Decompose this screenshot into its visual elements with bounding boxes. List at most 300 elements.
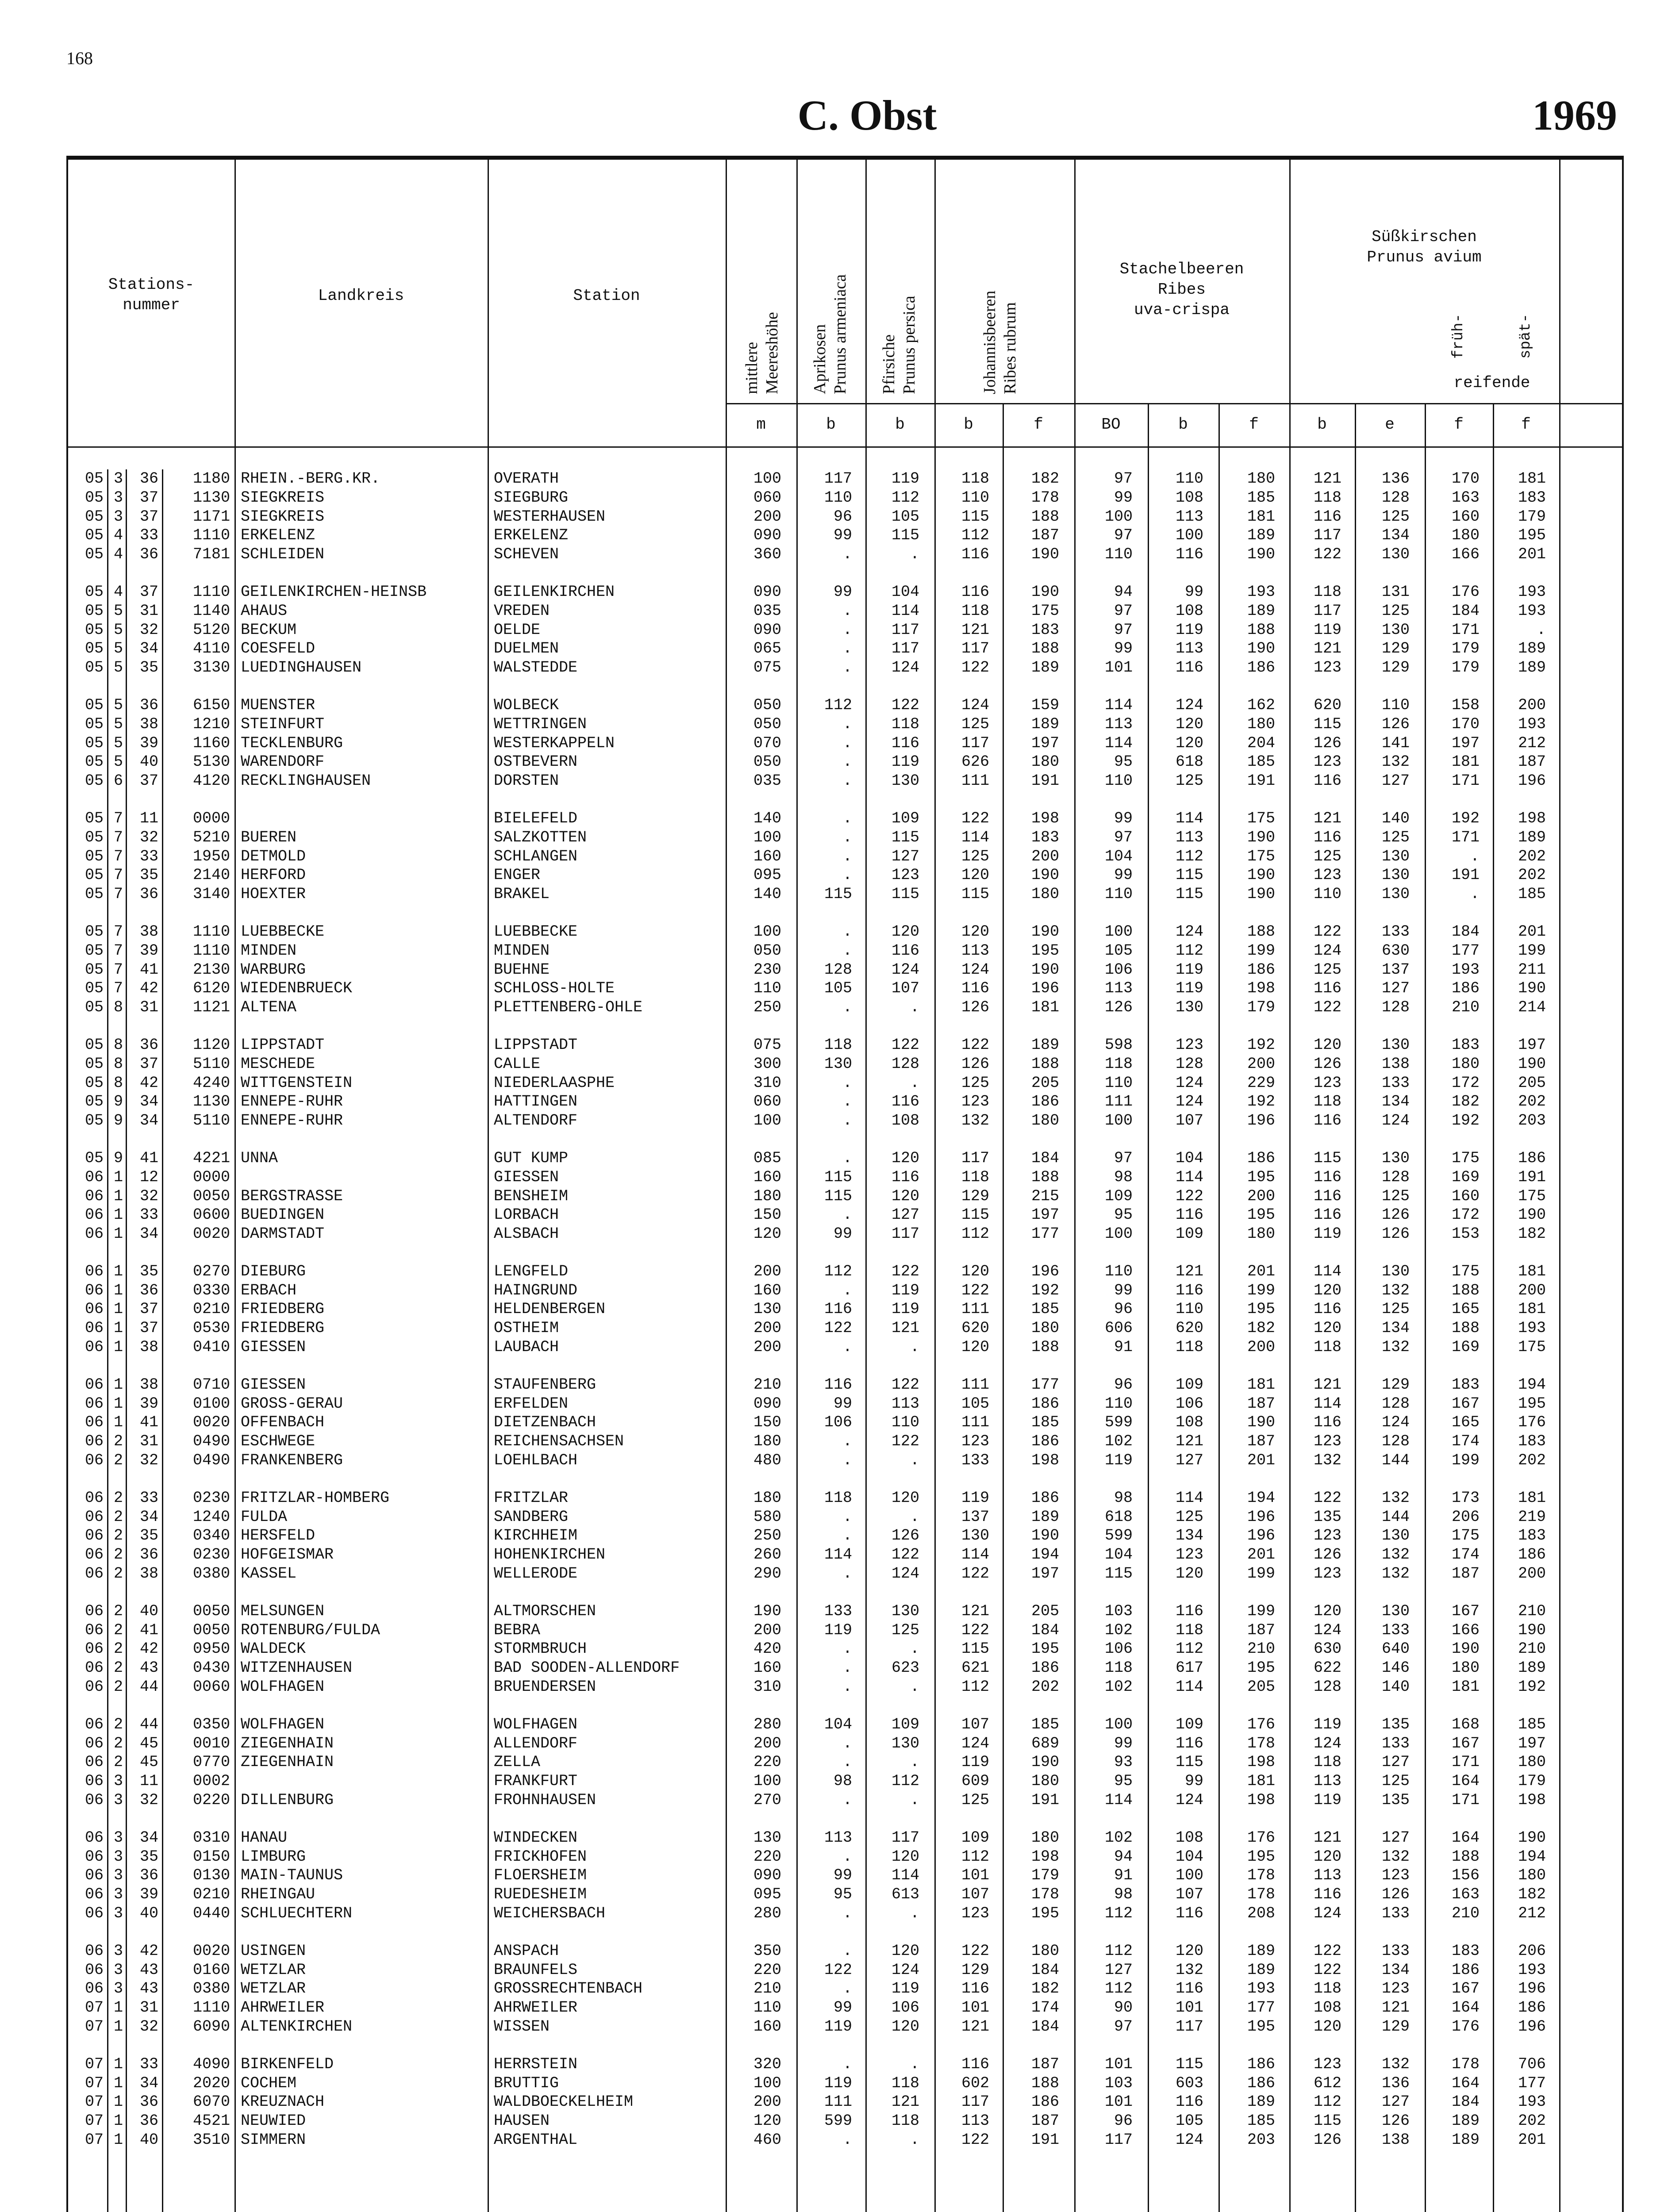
cell-kreis: 39	[139, 734, 158, 752]
cell-aprikosen: .	[842, 847, 852, 865]
cell-land: 06	[85, 1828, 104, 1847]
cell-hoehe: 150	[753, 1206, 781, 1224]
cell-kirsch-f1: 156	[1451, 1866, 1480, 1885]
cell-station: BENSHEIM	[494, 1187, 569, 1205]
cell-kirsch-b: 116	[1313, 1300, 1341, 1318]
table-row	[68, 866, 1622, 885]
cell-kirsch-f1: 192	[1451, 1112, 1480, 1130]
cell-landkreis: HOEXTER	[241, 885, 306, 903]
cell-stachel-f: 201	[1247, 1546, 1275, 1564]
cell-johannis-f: 198	[1031, 809, 1059, 827]
cell-johannis-f: 187	[1031, 526, 1059, 545]
cell-hoehe: 050	[753, 753, 781, 771]
cell-stachel-bo: 100	[1104, 1715, 1133, 1733]
cell-kreis: 39	[139, 1394, 158, 1413]
cell-stachel-f: 190	[1247, 545, 1275, 564]
cell-hoehe: 200	[753, 1621, 781, 1639]
cell-johannis-f: 194	[1031, 1546, 1059, 1564]
cell-kirsch-e: 133	[1381, 922, 1410, 941]
header-hoehe-2: Meereshöhe	[763, 312, 781, 394]
cell-kirsch-e: 130	[1381, 545, 1410, 564]
cell-landkreis: LIPPSTADT	[241, 1036, 325, 1054]
header-station: Station	[573, 287, 640, 305]
cell-stachel-b: 101	[1175, 1999, 1203, 2017]
cell-stachel-bo: 117	[1104, 2131, 1133, 2149]
cell-land: 06	[85, 1262, 104, 1280]
table-row	[68, 2055, 1622, 2074]
cell-stachel-f: 210	[1247, 1640, 1275, 1658]
table-row	[68, 1055, 1622, 1074]
cell-kirsch-b: 118	[1313, 1980, 1341, 1998]
cell-johannis-f: 188	[1031, 2074, 1059, 2092]
cell-aprikosen: 99	[833, 1999, 852, 2017]
cell-kirsch-f1: 183	[1451, 1942, 1480, 1960]
cell-aprikosen: 111	[824, 2093, 852, 2111]
table-row	[68, 469, 1622, 488]
cell-aprikosen: .	[842, 809, 852, 827]
cell-kirsch-b: 123	[1313, 1432, 1341, 1451]
cell-pfirsiche: 106	[891, 1999, 919, 2017]
cell-landkreis: LUEBBECKE	[241, 922, 325, 941]
cell-pfirsiche: 124	[891, 1961, 919, 1979]
cell-station: KIRCHHEIM	[494, 1527, 578, 1545]
cell-pfirsiche: 114	[891, 602, 919, 620]
cell-land: 06	[85, 1961, 104, 1979]
cell-kirsch-f2: 214	[1518, 998, 1546, 1017]
cell-stachel-f: 199	[1247, 1602, 1275, 1620]
cell-stachel-f: 178	[1247, 1886, 1275, 1904]
cell-landkreis: BUEREN	[241, 828, 297, 846]
cell-stachel-f: 186	[1247, 659, 1275, 677]
cell-aprikosen: .	[842, 1432, 852, 1451]
cell-land: 06	[85, 1791, 104, 1809]
cell-aprikosen: 115	[824, 1168, 852, 1186]
cell-stachel-b: 119	[1175, 979, 1203, 998]
cell-kreis: 31	[139, 998, 158, 1017]
cell-johannis-f: 191	[1031, 772, 1059, 790]
cell-kirsch-b: 116	[1313, 772, 1341, 790]
cell-bezirk: 2	[113, 1602, 123, 1620]
cell-kirsch-f2: 180	[1518, 1753, 1546, 1771]
cell-stachel-f: 229	[1247, 1074, 1275, 1092]
cell-johannis-f: 190	[1031, 922, 1059, 941]
cell-stachel-b: 120	[1175, 715, 1203, 733]
cell-stachel-f: 187	[1247, 1394, 1275, 1413]
cell-station: STAUFENBERG	[494, 1375, 596, 1394]
page-title: C. Obst	[797, 92, 937, 139]
cell-stachel-b: 112	[1175, 1640, 1203, 1658]
rule-header-bottom	[68, 446, 1624, 448]
cell-land: 06	[85, 1168, 104, 1186]
cell-land: 05	[85, 640, 104, 658]
cell-aprikosen: .	[842, 1508, 852, 1526]
cell-land: 05	[85, 659, 104, 677]
cell-kirsch-b: 120	[1313, 2017, 1341, 2035]
cell-aprikosen: 110	[824, 488, 852, 507]
cell-stachel-b: 119	[1175, 621, 1203, 639]
cell-pfirsiche: 122	[891, 1262, 919, 1280]
cell-bezirk: 7	[113, 866, 123, 884]
cell-pfirsiche: 122	[891, 1375, 919, 1394]
cell-nummer: 5110	[192, 1112, 230, 1130]
cell-kreis: 33	[139, 1489, 158, 1507]
cell-johannis-b: 121	[961, 1602, 989, 1620]
cell-kirsch-f2: 194	[1518, 1375, 1546, 1394]
cell-aprikosen: .	[842, 1905, 852, 1922]
cell-johannis-f: 190	[1031, 1753, 1059, 1771]
cell-stachel-b: 112	[1175, 941, 1203, 960]
cell-kirsch-b: 115	[1313, 2112, 1341, 2130]
cell-kreis: 37	[139, 1055, 158, 1073]
cell-kirsch-f2: 190	[1518, 1828, 1546, 1847]
cell-stachel-b: 124	[1175, 1074, 1203, 1092]
cell-kirsch-b: 112	[1313, 2093, 1341, 2111]
unit-johannis-b: b	[964, 415, 973, 434]
cell-kirsch-e: 127	[1381, 1753, 1410, 1771]
cell-stachel-f: 200	[1247, 1187, 1275, 1205]
cell-bezirk: 7	[113, 941, 123, 960]
cell-stachel-bo: 97	[1114, 526, 1133, 545]
cell-kreis: 43	[139, 1659, 158, 1677]
cell-kirsch-b: 123	[1313, 1565, 1341, 1583]
cell-stachel-bo: 113	[1104, 715, 1133, 733]
row-group	[68, 1942, 1622, 2036]
cell-stachel-f: 180	[1247, 470, 1275, 488]
cell-johannis-b: 609	[961, 1772, 989, 1790]
cell-bezirk: 1	[113, 1281, 123, 1299]
row-group	[68, 1715, 1622, 1810]
cell-kirsch-e: 138	[1381, 1055, 1410, 1073]
cell-station: WESTERKAPPELN	[494, 734, 615, 752]
cell-aprikosen: .	[842, 659, 852, 677]
cell-aprikosen: .	[842, 1149, 852, 1167]
cell-kirsch-f1: 197	[1451, 734, 1480, 752]
cell-kirsch-b: 120	[1313, 1036, 1341, 1054]
cell-stachel-bo: 96	[1114, 1375, 1133, 1394]
cell-station: HELDENBERGEN	[494, 1300, 606, 1318]
cell-pfirsiche: 117	[891, 640, 919, 658]
cell-hoehe: 280	[753, 1715, 781, 1733]
cell-stachel-f: 179	[1247, 998, 1275, 1017]
cell-stachel-b: 617	[1175, 1659, 1203, 1677]
cell-kirsch-f2: 189	[1518, 828, 1546, 846]
cell-station: HERRSTEIN	[494, 2055, 578, 2073]
cell-nummer: 1110	[192, 922, 230, 941]
cell-kirsch-e: 144	[1381, 1508, 1410, 1526]
cell-kirsch-e: 129	[1381, 1375, 1410, 1394]
cell-bezirk: 1	[113, 2112, 123, 2130]
cell-johannis-f: 177	[1031, 1375, 1059, 1394]
cell-landkreis: DETMOLD	[241, 847, 306, 865]
cell-kirsch-f2: 193	[1518, 583, 1546, 601]
cell-kirsch-f1: 182	[1451, 1093, 1480, 1111]
cell-johannis-f: 190	[1031, 545, 1059, 564]
cell-kirsch-f2: 179	[1518, 507, 1546, 526]
table-row	[68, 1979, 1622, 1998]
cell-kirsch-f1: 171	[1451, 828, 1480, 846]
cell-hoehe: 035	[753, 772, 781, 790]
cell-stachel-b: 124	[1175, 696, 1203, 714]
table-row	[68, 1300, 1622, 1319]
cell-kirsch-f1: 171	[1451, 1753, 1480, 1771]
cell-kirsch-b: 120	[1313, 1281, 1341, 1299]
cell-johannis-f: 200	[1031, 847, 1059, 865]
cell-nummer: 0002	[192, 1772, 230, 1790]
cell-bezirk: 9	[113, 1112, 123, 1130]
cell-stachel-f: 191	[1247, 772, 1275, 790]
cell-kirsch-e: 146	[1381, 1659, 1410, 1677]
cell-kirsch-f2: 177	[1518, 2074, 1546, 2092]
cell-station: OELDE	[494, 621, 541, 639]
table-row	[68, 1866, 1622, 1885]
cell-land: 05	[85, 1055, 104, 1073]
cell-kreis: 35	[139, 1847, 158, 1866]
cell-station: HAUSEN	[494, 2112, 550, 2130]
cell-stachel-f: 189	[1247, 2093, 1275, 2111]
cell-pfirsiche: 120	[891, 1942, 919, 1960]
cell-nummer: 1180	[192, 470, 230, 488]
cell-landkreis: OFFENBACH	[241, 1413, 325, 1432]
cell-kirsch-f1: 210	[1451, 1905, 1480, 1922]
cell-aprikosen: 117	[824, 470, 852, 488]
cell-bezirk: 4	[113, 583, 123, 601]
cell-kirsch-b: 108	[1313, 1999, 1341, 2017]
cell-land: 06	[85, 1640, 104, 1658]
table-row	[68, 979, 1622, 998]
cell-johannis-b: 117	[961, 640, 989, 658]
table-row	[68, 1564, 1622, 1583]
cell-johannis-b: 105	[961, 1394, 989, 1413]
cell-bezirk: 3	[113, 1866, 123, 1885]
cell-johannis-b: 126	[961, 1055, 989, 1073]
cell-bezirk: 2	[113, 1678, 123, 1696]
cell-johannis-f: 180	[1031, 1772, 1059, 1790]
cell-land: 05	[85, 998, 104, 1017]
cell-station: WETTRINGEN	[494, 715, 587, 733]
cell-station: GIESSEN	[494, 1168, 559, 1186]
cell-kirsch-e: 126	[1381, 1225, 1410, 1243]
cell-kirsch-f1: 174	[1451, 1546, 1480, 1564]
cell-kreis: 38	[139, 715, 158, 733]
cell-kirsch-e: 135	[1381, 1791, 1410, 1809]
cell-hoehe: 120	[753, 2112, 781, 2130]
cell-station: ARGENTHAL	[494, 2131, 578, 2149]
cell-station: HOHENKIRCHEN	[494, 1546, 606, 1564]
cell-kreis: 32	[139, 1187, 158, 1205]
cell-kreis: 36	[139, 2093, 158, 2111]
cell-nummer: 4521	[192, 2112, 230, 2130]
table-row	[68, 1111, 1622, 1130]
cell-kirsch-e: 129	[1381, 659, 1410, 677]
cell-kirsch-f1: 172	[1451, 1206, 1480, 1224]
cell-johannis-b: 115	[961, 507, 989, 526]
cell-kirsch-f1: 176	[1451, 583, 1480, 601]
cell-kreis: 31	[139, 1999, 158, 2017]
cell-hoehe: 095	[753, 1886, 781, 1904]
cell-station: BRUTTIG	[494, 2074, 559, 2092]
cell-stachel-b: 124	[1175, 922, 1203, 941]
cell-kirsch-e: 131	[1381, 583, 1410, 601]
cell-stachel-b: 115	[1175, 885, 1203, 903]
cell-nummer: 0710	[192, 1375, 230, 1394]
cell-kirsch-b: 620	[1313, 696, 1341, 714]
cell-stachel-b: 108	[1175, 1413, 1203, 1432]
cell-kreis: 35	[139, 1527, 158, 1545]
cell-pfirsiche: 104	[891, 583, 919, 601]
cell-landkreis: DARMSTADT	[241, 1225, 325, 1243]
cell-bezirk: 1	[113, 2074, 123, 2092]
cell-station: LOEHLBACH	[494, 1452, 578, 1470]
cell-nummer: 0100	[192, 1394, 230, 1413]
cell-kreis: 32	[139, 1452, 158, 1470]
cell-pfirsiche: .	[910, 1452, 919, 1470]
cell-kirsch-f1: 180	[1451, 1659, 1480, 1677]
cell-pfirsiche: 116	[891, 1093, 919, 1111]
cell-kirsch-f2: 203	[1518, 1112, 1546, 1130]
cell-johannis-b: 119	[961, 1489, 989, 1507]
cell-kirsch-f2: 205	[1518, 1074, 1546, 1092]
cell-kirsch-f1: 163	[1451, 1886, 1480, 1904]
cell-aprikosen: .	[842, 1847, 852, 1866]
cell-kirsch-b: 123	[1313, 1074, 1341, 1092]
cell-station: LENGFELD	[494, 1262, 569, 1280]
cell-aprikosen: .	[842, 1281, 852, 1299]
cell-kreis: 33	[139, 526, 158, 545]
cell-land: 06	[85, 1942, 104, 1960]
cell-kirsch-b: 121	[1313, 1375, 1341, 1394]
cell-kirsch-b: 110	[1313, 885, 1341, 903]
cell-stachel-bo: 97	[1114, 470, 1133, 488]
cell-nummer: 2130	[192, 960, 230, 979]
cell-johannis-b: 123	[961, 1432, 989, 1451]
cell-bezirk: 2	[113, 1508, 123, 1526]
cell-stachel-f: 176	[1247, 1828, 1275, 1847]
cell-pfirsiche: 130	[891, 772, 919, 790]
cell-kirsch-f1: 177	[1451, 941, 1480, 960]
cell-kirsch-e: 130	[1381, 847, 1410, 865]
cell-kirsch-b: 118	[1313, 1093, 1341, 1111]
cell-land: 05	[85, 960, 104, 979]
cell-aprikosen: .	[842, 640, 852, 658]
cell-aprikosen: .	[842, 998, 852, 1017]
cell-bezirk: 8	[113, 1055, 123, 1073]
cell-stachel-b: 121	[1175, 1262, 1203, 1280]
cell-aprikosen: 122	[824, 1961, 852, 1979]
cell-kirsch-e: 130	[1381, 1149, 1410, 1167]
cell-aprikosen: 99	[833, 1866, 852, 1885]
cell-kirsch-e: 134	[1381, 1961, 1410, 1979]
cell-stachel-b: 122	[1175, 1187, 1203, 1205]
cell-stachel-b: 116	[1175, 659, 1203, 677]
cell-kirsch-b: 116	[1313, 1206, 1341, 1224]
cell-nummer: 0330	[192, 1281, 230, 1299]
cell-kirsch-e: 130	[1381, 885, 1410, 903]
cell-stachel-b: 119	[1175, 960, 1203, 979]
cell-kirsch-f1: .	[1470, 847, 1480, 865]
cell-landkreis: ZIEGENHAIN	[241, 1753, 334, 1771]
cell-kirsch-f2: 185	[1518, 1715, 1546, 1733]
cell-johannis-f: 181	[1031, 998, 1059, 1017]
cell-pfirsiche: 119	[891, 753, 919, 771]
cell-land: 06	[85, 1602, 104, 1620]
cell-johannis-b: 125	[961, 1791, 989, 1809]
cell-station: LORBACH	[494, 1206, 559, 1224]
cell-hoehe: 270	[753, 1791, 781, 1809]
cell-kirsch-b: 113	[1313, 1772, 1341, 1790]
cell-kirsch-f1: 210	[1451, 998, 1480, 1017]
cell-land: 05	[85, 526, 104, 545]
cell-johannis-b: 109	[961, 1828, 989, 1847]
table-row	[68, 1187, 1622, 1206]
cell-stachel-f: 190	[1247, 640, 1275, 658]
cell-stachel-f: 181	[1247, 1375, 1275, 1394]
cell-land: 05	[85, 583, 104, 601]
cell-kirsch-f2: 212	[1518, 734, 1546, 752]
cell-aprikosen: .	[842, 1565, 852, 1583]
row-group	[68, 1036, 1622, 1130]
table-row	[68, 526, 1622, 545]
cell-hoehe: 220	[753, 1961, 781, 1979]
cell-stachel-b: 123	[1175, 1036, 1203, 1054]
cell-hoehe: 100	[753, 470, 781, 488]
cell-kirsch-f1: 199	[1451, 1452, 1480, 1470]
cell-johannis-f: 189	[1031, 715, 1059, 733]
cell-stachel-bo: 100	[1104, 1225, 1133, 1243]
cell-bezirk: 1	[113, 1168, 123, 1186]
cell-pfirsiche: .	[910, 1640, 919, 1658]
cell-stachel-bo: 101	[1104, 2093, 1133, 2111]
cell-station: DORSTEN	[494, 772, 559, 790]
cell-land: 06	[85, 1621, 104, 1639]
cell-kirsch-e: 126	[1381, 715, 1410, 733]
cell-johannis-f: 174	[1031, 1999, 1059, 2017]
cell-stachel-f: 185	[1247, 488, 1275, 507]
cell-pfirsiche: 109	[891, 1715, 919, 1733]
cell-landkreis: KASSEL	[241, 1565, 297, 1583]
cell-stachel-b: 115	[1175, 1753, 1203, 1771]
cell-stachel-f: 196	[1247, 1112, 1275, 1130]
cell-hoehe: 160	[753, 2017, 781, 2035]
cell-stachel-f: 195	[1247, 1168, 1275, 1186]
cell-bezirk: 3	[113, 1772, 123, 1790]
cell-kreis: 12	[139, 1168, 158, 1186]
cell-stachel-bo: 115	[1104, 1565, 1133, 1583]
cell-nummer: 4090	[192, 2055, 230, 2073]
cell-bezirk: 5	[113, 659, 123, 677]
cell-nummer: 0020	[192, 1225, 230, 1243]
cell-nummer: 0340	[192, 1527, 230, 1545]
cell-kirsch-f2: 202	[1518, 847, 1546, 865]
cell-station: PLETTENBERG-OHLE	[494, 998, 643, 1017]
cell-nummer: 1110	[192, 941, 230, 960]
table-body	[68, 469, 1622, 2168]
cell-aprikosen: 119	[824, 2017, 852, 2035]
row-group	[68, 469, 1622, 564]
cell-kirsch-e: 132	[1381, 1338, 1410, 1356]
cell-kirsch-e: 141	[1381, 734, 1410, 752]
cell-bezirk: 3	[113, 507, 123, 526]
cell-aprikosen: 113	[824, 1828, 852, 1847]
cell-stachel-bo: 110	[1104, 1394, 1133, 1413]
table-row	[68, 1508, 1622, 1527]
cell-bezirk: 2	[113, 1621, 123, 1639]
cell-pfirsiche: 120	[891, 2017, 919, 2035]
cell-pfirsiche: .	[910, 1905, 919, 1922]
cell-stachel-bo: 618	[1104, 1508, 1133, 1526]
cell-kirsch-b: 120	[1313, 1602, 1341, 1620]
cell-hoehe: 310	[753, 1678, 781, 1696]
cell-bezirk: 2	[113, 1753, 123, 1771]
